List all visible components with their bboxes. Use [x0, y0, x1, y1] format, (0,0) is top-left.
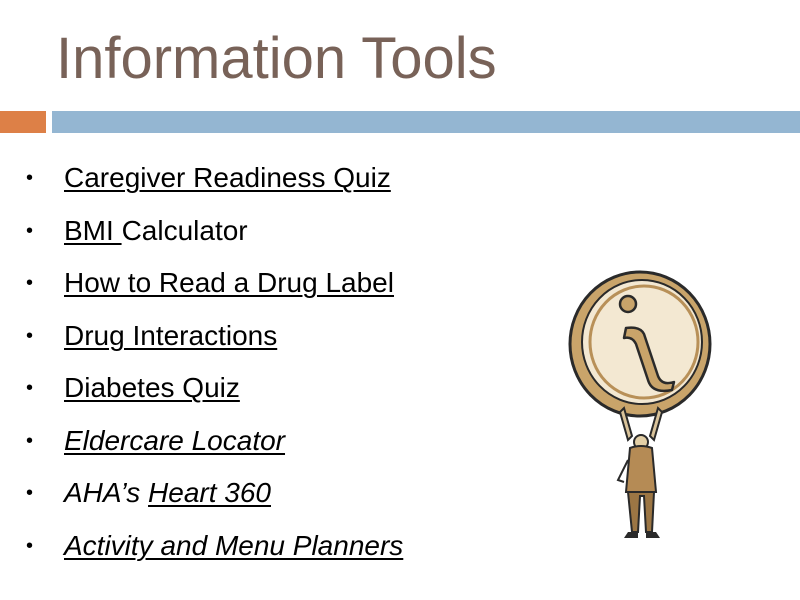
list-item-planners	[26, 526, 403, 579]
link-heart-360[interactable]: Heart 360	[148, 477, 271, 508]
list-item-heart-360	[26, 473, 403, 526]
letter-i-dot	[620, 296, 636, 312]
figure-left-shoe	[624, 532, 638, 538]
list-item-eldercare	[26, 421, 403, 474]
accent-bar-orange	[0, 111, 46, 133]
list-item-diabetes-quiz	[26, 368, 403, 421]
bullet: •	[26, 534, 34, 557]
list-item-bmi	[26, 211, 403, 264]
link-activity-menu-planners[interactable]: Activity and Menu Planners	[64, 529, 404, 561]
bullet: •	[26, 219, 34, 242]
figure-legs	[628, 492, 654, 532]
aha-prefix-text: AHA’s	[64, 477, 149, 508]
bullet: •	[26, 429, 34, 452]
link-eldercare-locator[interactable]: Eldercare Locator	[64, 424, 286, 456]
link-read-drug-label[interactable]: How to Read a Drug Label	[64, 267, 394, 298]
link-diabetes-quiz[interactable]: Diabetes Quiz	[64, 372, 240, 403]
bullet: •	[26, 377, 34, 399]
link-caregiver-readiness-quiz[interactable]: Caregiver Readiness Quiz	[64, 162, 391, 193]
bullet: •	[26, 167, 34, 189]
bullet: •	[26, 482, 34, 504]
list-item-caregiver-quiz	[26, 158, 403, 211]
tool-list	[26, 158, 403, 578]
bullet: •	[26, 272, 34, 294]
bmi-calculator-text: Calculator	[121, 214, 248, 246]
figure-body	[626, 446, 656, 492]
list-item-drug-interactions	[26, 316, 403, 369]
link-bmi[interactable]: BMI	[64, 214, 122, 246]
link-drug-interactions[interactable]: Drug Interactions	[64, 319, 278, 351]
slide-title: Information Tools	[56, 26, 497, 91]
list-item-drug-label	[26, 263, 403, 316]
figure-right-shoe	[646, 532, 660, 538]
accent-bar-blue	[52, 111, 800, 133]
information-i-icon	[566, 270, 712, 554]
bullet: •	[26, 324, 34, 347]
